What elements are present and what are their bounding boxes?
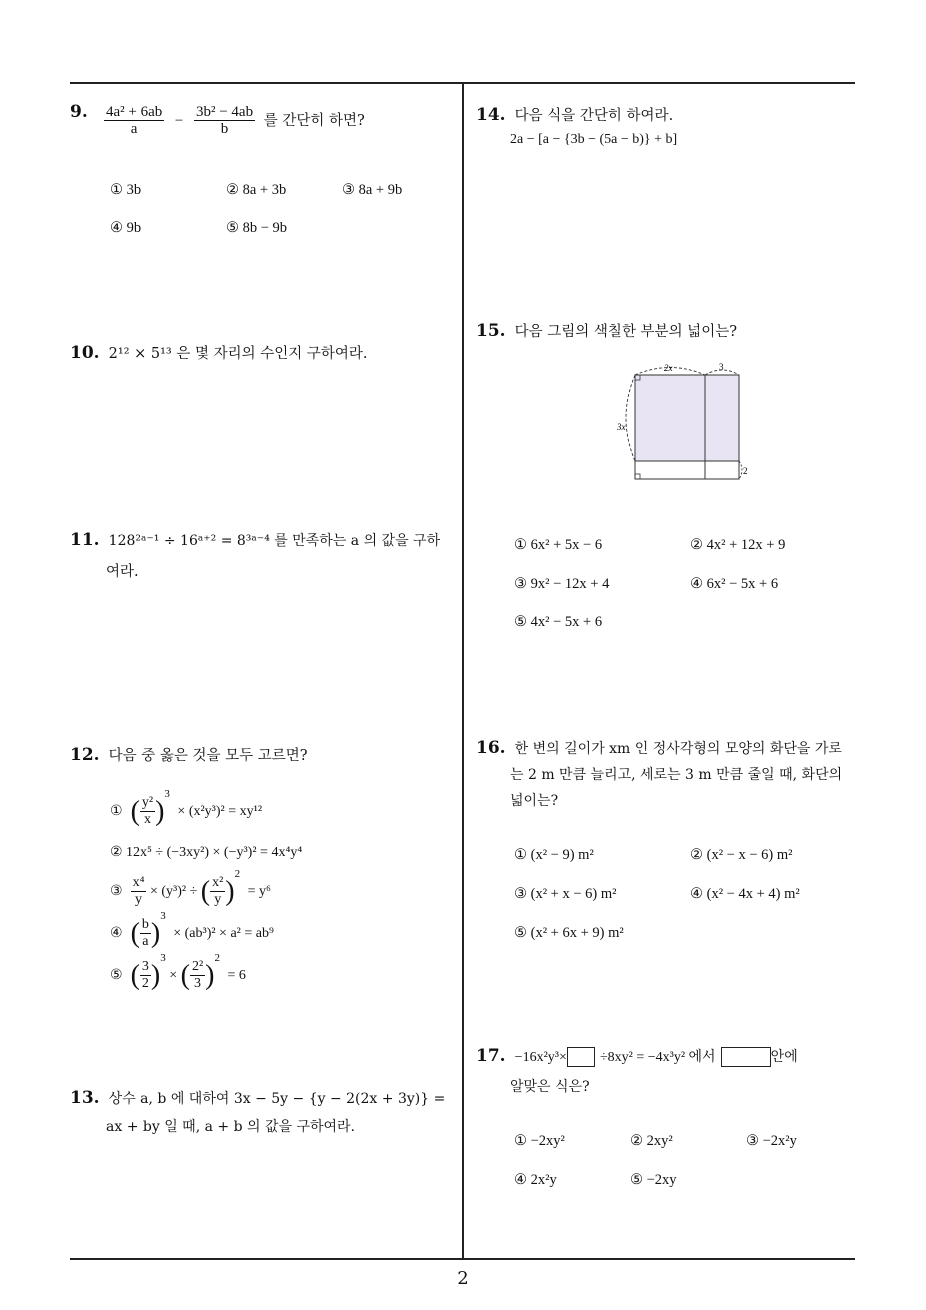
question-text-cont: 넓이는? [510, 793, 559, 809]
question-text-cont: 여라. [106, 564, 139, 580]
label-2x: 2x [664, 363, 673, 373]
q9-fraction-2: $\frac{\text{3b² − 4ab}}{b}$ [195, 104, 254, 137]
q15-choice-1[interactable]: ① 6x² + 5x − 6 [514, 537, 603, 553]
shaded-region [635, 375, 739, 461]
question-text: 다음 식을 간단히 하여라. [514, 108, 674, 124]
q9-choice-5[interactable]: ⑤ 8b − 9b [226, 220, 288, 236]
question-text: 한 변의 길이가 xm 인 정사각형의 모양의 화단을 가로 [514, 741, 842, 757]
q12-choice-2[interactable]: ② 12x⁵ ÷ (−3xy²) × (−y³)² = 4x⁴y⁴ [110, 845, 303, 860]
q16-choice-5[interactable]: ⑤ (x² + 6x + 9) m² [514, 925, 624, 941]
question-text-cont: ax + by 일 때, a + b 의 값을 구하여라. [106, 1119, 356, 1135]
q15-choice-4[interactable]: ④ 6x² − 5x + 6 [690, 576, 779, 592]
q12-choice-1[interactable]: ① ( $\frac{\text{y²}}{x}$ )$^3$ × (x²y³)² = xy¹² [110, 788, 263, 828]
question-13 [70, 1088, 445, 1108]
dim-arc-3x [626, 375, 635, 461]
question-15 [476, 320, 737, 341]
question-number: 11. [70, 530, 100, 550]
question-text: 다음 중 옳은 것을 모두 고르면? [108, 748, 308, 764]
label-2: 2 [743, 466, 748, 476]
answer-box[interactable] [567, 1047, 595, 1067]
question-text-cont: 는 2 m 만큼 늘리고, 세로는 3 m 만큼 줄일 때, 화단의 [510, 767, 843, 783]
bottom-rule [70, 1258, 855, 1260]
question-17: 17. −16x²y³× ÷8xy² = −4x³y² 에서 안에 [476, 1046, 798, 1066]
question-number: 10. [70, 343, 100, 363]
question-number: 17. [476, 1046, 506, 1066]
question-16 [476, 738, 842, 758]
q17-choice-5[interactable]: ⑤ −2xy [630, 1172, 677, 1188]
q17-choice-2[interactable]: ② 2xy² [630, 1133, 673, 1149]
q17-choice-4[interactable]: ④ 2x²y [514, 1172, 557, 1188]
question-number: 15. [476, 321, 506, 341]
question-number: 14. [476, 105, 506, 125]
question-text: 상수 a, b 에 대하여 3x − 5y − {y − 2(2x + 3y)} = [108, 1091, 446, 1107]
q17-choice-3[interactable]: ③ −2x²y [746, 1133, 797, 1149]
q12-choice-5[interactable]: ⑤ ( $\frac{3}{2}$ )$^3$ × ( $\frac{\text{2²}}{3}$ )$^2$ = 6 [110, 952, 246, 992]
answer-box[interactable] [721, 1047, 771, 1067]
question-9 [70, 102, 88, 122]
q9-expression: $\frac{\text{4a² + 6ab}}{a}$ − $\frac{\text{3b² − 4ab}}{b}$ 를 간단히 하면? [106, 104, 365, 137]
q9-choice-2[interactable]: ② 8a + 3b [226, 182, 287, 198]
label-3x: 3x [617, 422, 626, 432]
question-text: 다음 그림의 색칠한 부분의 넓이는? [514, 324, 737, 340]
question-number: 13. [70, 1088, 100, 1108]
question-12 [70, 744, 308, 765]
q16-choice-2[interactable]: ② (x² − x − 6) m² [690, 847, 793, 863]
question-number: 16. [476, 738, 506, 758]
page-number: 2 [457, 1268, 469, 1289]
question-10 [70, 342, 367, 363]
q15-choice-2[interactable]: ② 4x² + 12x + 9 [690, 537, 786, 553]
q16-choice-3[interactable]: ③ (x² + x − 6) m² [514, 886, 617, 902]
column-divider [462, 82, 464, 1260]
q15-figure [612, 360, 752, 486]
q9-choice-4[interactable]: ④ 9b [110, 220, 142, 236]
question-11 [70, 530, 440, 550]
q9-choice-1[interactable]: ① 3b [110, 182, 142, 198]
q12-choice-4[interactable]: ④ ( $\frac{b}{a}$ )$^3$ × (ab³)² × a² = ab⁹ [110, 910, 274, 950]
q16-choice-4[interactable]: ④ (x² − 4x + 4) m² [690, 886, 800, 902]
question-number: 12. [70, 745, 100, 765]
q9-choice-3[interactable]: ③ 8a + 9b [342, 182, 403, 198]
right-angle-mark [635, 474, 640, 479]
q14-expression: 2a − [a − {3b − (5a − b)} + b] [510, 132, 678, 147]
q16-choice-1[interactable]: ① (x² − 9) m² [514, 847, 594, 863]
q17-choice-1[interactable]: ① −2xy² [514, 1133, 565, 1149]
question-number: 9. [70, 102, 88, 122]
q15-choice-5[interactable]: ⑤ 4x² − 5x + 6 [514, 614, 603, 630]
q12-choice-3[interactable]: ③ $\frac{\text{x⁴}}{y}$ × (y³)² ÷ ( $\frac{\text{x²}}{y}$ )$^2$ = y⁶ [110, 868, 271, 908]
question-text: 2¹² × 5¹³ 은 몇 자리의 수인지 구하여라. [108, 346, 368, 362]
q9-fraction-1: $\frac{\text{4a² + 6ab}}{a}$ [106, 104, 163, 137]
question-14 [476, 104, 673, 125]
question-text: 128²ᵃ⁻¹ ÷ 16ᵃ⁺² = 8³ᵃ⁻⁴ 를 만족하는 a 의 값을 구하 [108, 533, 441, 549]
q15-choice-3[interactable]: ③ 9x² − 12x + 4 [514, 576, 610, 592]
question-text-cont: 알맞은 식은? [510, 1079, 590, 1095]
label-3: 3 [719, 362, 724, 372]
